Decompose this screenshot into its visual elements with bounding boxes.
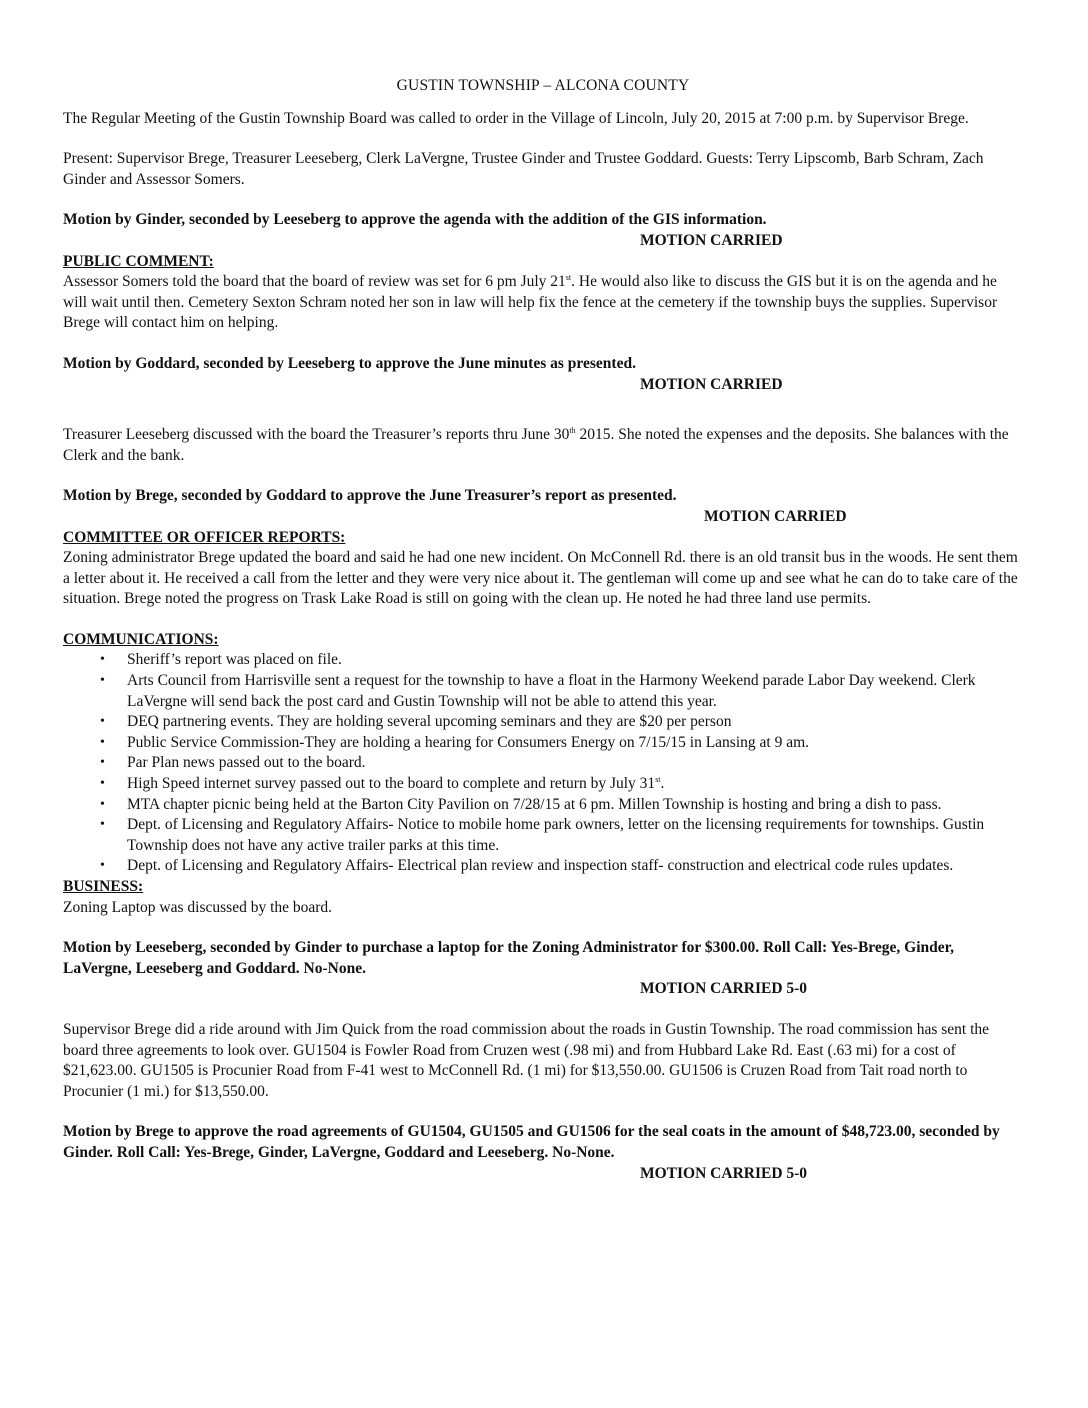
list-item-text: Arts Council from Harrisville sent a request for the township to have a float in the Harmony Weekend parade Labor Day weekend. Clerk LaVergne will send back the post card and Gustin Township will not be able to attend this year. <box>127 672 976 710</box>
document-title: GUSTIN TOWNSHIP – ALCONA COUNTY <box>396 77 690 94</box>
list-item <box>63 815 1023 856</box>
ordinal-suffix: st <box>565 273 572 282</box>
motion-carried-roads: MOTION CARRIED 5-0 <box>640 1164 808 1182</box>
bullet-icon: • <box>100 714 105 730</box>
bullet-icon: • <box>100 796 105 812</box>
roads-paragraph: Supervisor Brege did a ride around with Jim Quick from the road commission about the roads in Gustin Township. The road commission has sent the board three agreements to look over. GU1504 is Fowler Road from Cruzen west (.98 mi) and from Hubbard Lake Rd. East (.63 mi) for a cost of $21,623.00. GU1505 is Procunier Road from F-41 west to McConnell Rd. (1 mi) for $13,550.00. GU1506 is Cruzen Road from Tait road north to Procunier (1 mi.) for $13,550.00. <box>63 1020 990 1100</box>
committee-heading: COMMITTEE OR OFFICER REPORTS: <box>63 528 346 546</box>
public-comment-text <box>63 272 1023 334</box>
business-heading: BUSINESS: <box>63 878 144 895</box>
list-item <box>63 733 1023 754</box>
present-paragraph: Present: Supervisor Brege, Treasurer Leeseberg, Clerk LaVergne, Trustee Ginder and Trustee Goddard. Guests: Terry Lipscomb, Barb Schram, Zach Ginder and Assessor Somers. <box>63 150 984 188</box>
ordinal-suffix: st <box>655 774 661 784</box>
bullet-icon: • <box>100 734 105 750</box>
list-item <box>63 712 1023 733</box>
list-item-text: Sheriff’s report was placed on file. <box>127 651 342 669</box>
list-item-text: High Speed internet survey passed out to the board to complete and return by July 31 <box>127 775 656 793</box>
list-item <box>63 650 1023 671</box>
list-item-text: Dept. of Licensing and Regulatory Affairs- Notice to mobile home park owners, letter on the licensing requirements for townships. Gustin Township does not have any active trailer parks at this time. <box>127 816 985 854</box>
list-item <box>63 774 1023 795</box>
list-item-text: Public Service Commission-They are holding a hearing for Consumers Energy on 7/15/15 in Lansing at 9 am. <box>127 733 810 751</box>
bullet-icon: • <box>100 673 105 689</box>
list-item <box>63 856 1023 877</box>
bullet-icon: • <box>100 755 105 771</box>
minutes-page <box>63 76 1023 1184</box>
list-item-text-tail: . <box>660 775 665 793</box>
treasurer-paragraph <box>63 425 1023 466</box>
list-item <box>63 671 1023 712</box>
motion-carried-treasurer: MOTION CARRIED <box>704 507 847 525</box>
public-comment-text-a: Assessor Somers told the board that the board of review was set for 6 pm July 21 <box>63 273 566 291</box>
bullet-icon: • <box>100 776 105 792</box>
motion-carried-agenda: MOTION CARRIED <box>640 231 783 249</box>
business-text: Zoning Laptop was discussed by the board. <box>63 898 333 916</box>
communications-list <box>63 650 1023 877</box>
list-item-text: MTA chapter picnic being held at the Barton City Pavilion on 7/28/15 at 6 pm. Millen Township is hosting and bring a dish to pass. <box>127 795 942 813</box>
intro-paragraph: The Regular Meeting of the Gustin Township Board was called to order in the Village of Lincoln, July 20, 2015 at 7:00 p.m. by Supervisor Brege. <box>63 109 969 127</box>
motion-carried-laptop: MOTION CARRIED 5-0 <box>640 980 808 998</box>
bullet-icon: • <box>100 858 105 874</box>
motion-road-agreements: Motion by Brege to approve the road agreements of GU1504, GU1505 and GU1506 for the seal coats in the amount of $48,723.00, seconded by Ginder. Roll Call: Yes-Brege, Ginder, LaVergne, Goddard and Leeseberg. No-None. <box>63 1123 1000 1161</box>
list-item <box>63 753 1023 774</box>
motion-treasurer-report: Motion by Brege, seconded by Goddard to approve the June Treasurer’s report as presented. <box>63 487 677 505</box>
communications-heading: COMMUNICATIONS: <box>63 630 219 648</box>
public-comment-heading: PUBLIC COMMENT: <box>63 252 214 270</box>
treasurer-text-b: 2015. She noted the expenses and the deposits. She balances with the Clerk and the bank. <box>63 426 1009 464</box>
bullet-icon: • <box>100 817 105 833</box>
list-item-text: DEQ partnering events. They are holding several upcoming seminars and they are $20 per person <box>127 713 732 731</box>
motion-laptop: Motion by Leeseberg, seconded by Ginder to purchase a laptop for the Zoning Administrator for $300.00. Roll Call: Yes-Brege, Ginder, LaVergne, Leeseberg and Goddard. No-None. <box>63 939 954 977</box>
public-comment-text-b: . He would also like to discuss the GIS but it is on the agenda and he will wait until then. Cemetery Sexton Schram noted her son in law will help fix the fence at the cemetery if the township buys the supplies. Supervisor Brege will contact him on helping. <box>63 273 998 332</box>
ordinal-suffix: th <box>569 425 576 435</box>
motion-agenda: Motion by Ginder, seconded by Leeseberg to approve the agenda with the addition of the GIS information. <box>63 211 767 229</box>
motion-carried-minutes: MOTION CARRIED <box>640 375 783 393</box>
list-item-text: Par Plan news passed out to the board. <box>127 754 366 772</box>
motion-minutes: Motion by Goddard, seconded by Leeseberg to approve the June minutes as presented. <box>63 354 636 372</box>
list-item <box>63 795 1023 816</box>
bullet-icon: • <box>100 652 105 668</box>
committee-text: Zoning administrator Brege updated the board and said he had one new incident. On McConnell Rd. there is an old transit bus in the woods. He sent them a letter about it. He received a call from the letter and they were very nice about it. The gentleman will come up and see what he can do to take care of the situation. Brege noted the progress on Trask Lake Road is still on going with the clean up. He noted he had three land use permits. <box>63 549 1018 608</box>
list-item-text: Dept. of Licensing and Regulatory Affairs- Electrical plan review and inspection staff- construction and electrical code rules updates. <box>127 857 954 875</box>
treasurer-text-a: Treasurer Leeseberg discussed with the board the Treasurer’s reports thru June 30 <box>63 426 570 444</box>
